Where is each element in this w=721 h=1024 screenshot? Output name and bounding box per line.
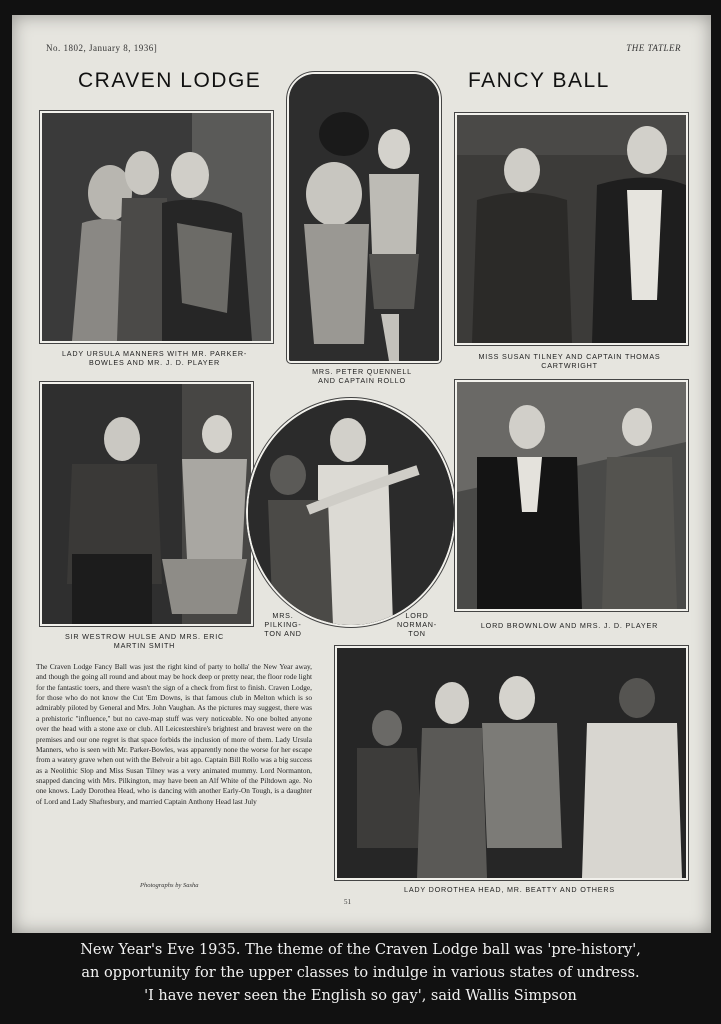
photo-credit: Photographs by Sasha bbox=[140, 882, 199, 889]
issue-header: No. 1802, January 8, 1936] bbox=[46, 43, 158, 53]
caption-photo1 bbox=[40, 349, 269, 367]
caption-line-1: New Year's Eve 1935. The theme of the Craven Lodge ball was 'pre-history', bbox=[80, 942, 641, 958]
caption-line: LORD bbox=[405, 611, 429, 620]
caption-photo4 bbox=[40, 632, 249, 650]
caption-line: LADY URSULA MANNERS WITH MR. PARKER- bbox=[61, 349, 248, 358]
article-text: The Craven Lodge Fancy Ball was just the right kind of party to holla' the New Year away, and though the going all round and about may be hock deep or pretty near, the floor rode light for the fantastic toers, and there wasn't the sign of a check from first to finish. Craven Lodge, for those who do not know the Cut 'Em Downs, is that famous club in Melton which is so admirably piloted by General and Mrs. John Vaughan. As the pictures may suggest, there was a prehistoric "influence," but no cave-map stuff was very noticeable. No one bolted anyone over the head with a stone axe or club. All Leicestershire's brightest and bravest were on the premises and our one regret is that space forbids the inclusion of more of them. Lady Ursula Manners, who is seen with Mr. Parker-Bowles, was apparently none the worse for her escape from a watery grave when out with the Belvoir a bit ago. Captain Bill Rollo was a big success as a Neolithic Slop and Miss Susan Tilney was a very animated mummy. Lord Normanton, snapped dancing with Mrs. Pilkington, may have been an Alf White of the Piltdown age. No one knows. Lady Dorothea Head, who is dancing with another Early-On Tough, is a daughter of Lord and Lady Shaftesbury, and married Captain Anthony Head last July bbox=[36, 662, 312, 806]
caption-line: MRS. PETER QUENNELL bbox=[312, 367, 412, 376]
caption-line: MRS. bbox=[272, 611, 294, 620]
caption-line: CARTWRIGHT bbox=[541, 361, 598, 370]
photo-hulse-smith bbox=[40, 382, 253, 626]
caption-line: AND CAPTAIN ROLLO bbox=[318, 376, 406, 385]
image-caption bbox=[0, 939, 721, 1008]
caption-photo5-left bbox=[258, 611, 308, 638]
caption-line: TON AND bbox=[264, 629, 302, 638]
caption-line: MISS SUSAN TILNEY AND CAPTAIN THOMAS bbox=[478, 352, 661, 361]
caption-photo3 bbox=[455, 352, 684, 370]
photo-head-beatty-others bbox=[335, 646, 688, 880]
photo-manners-parker-bowles-player bbox=[40, 111, 273, 343]
caption-line: TON bbox=[408, 629, 426, 638]
caption-photo2 bbox=[287, 367, 437, 385]
caption-line-2: an opportunity for the upper classes to indulge in various states of undress. bbox=[81, 965, 640, 981]
caption-line: LADY DOROTHEA HEAD, MR. BEATTY AND OTHERS bbox=[404, 885, 615, 894]
caption-line-3: 'I have never seen the English so gay', said Wallis Simpson bbox=[144, 988, 577, 1004]
photo-quennell-rollo bbox=[287, 72, 441, 363]
photo-pilkington-normanton bbox=[246, 398, 456, 627]
caption-photo7 bbox=[335, 885, 684, 894]
caption-line: BOWLES AND MR. J. D. PLAYER bbox=[89, 358, 220, 367]
caption-line: SIR WESTROW HULSE AND MRS. ERIC bbox=[65, 632, 224, 641]
magazine-page bbox=[12, 15, 711, 933]
caption-line: LORD BROWNLOW AND MRS. J. D. PLAYER bbox=[480, 621, 659, 630]
caption-line: NORMAN- bbox=[397, 620, 437, 629]
photo-tilney-cartwright bbox=[455, 113, 688, 345]
page-number: 51 bbox=[344, 898, 351, 906]
caption-line: PILKING- bbox=[264, 620, 302, 629]
caption-line: MARTIN SMITH bbox=[113, 641, 176, 650]
title-craven-lodge: CRAVEN LODGE bbox=[78, 69, 262, 92]
caption-photo5-right bbox=[392, 611, 442, 638]
magazine-name: THE TATLER bbox=[626, 43, 681, 53]
title-fancy-ball: FANCY BALL bbox=[468, 69, 610, 92]
caption-photo6 bbox=[455, 621, 684, 630]
photo-brownlow-player bbox=[455, 380, 688, 611]
